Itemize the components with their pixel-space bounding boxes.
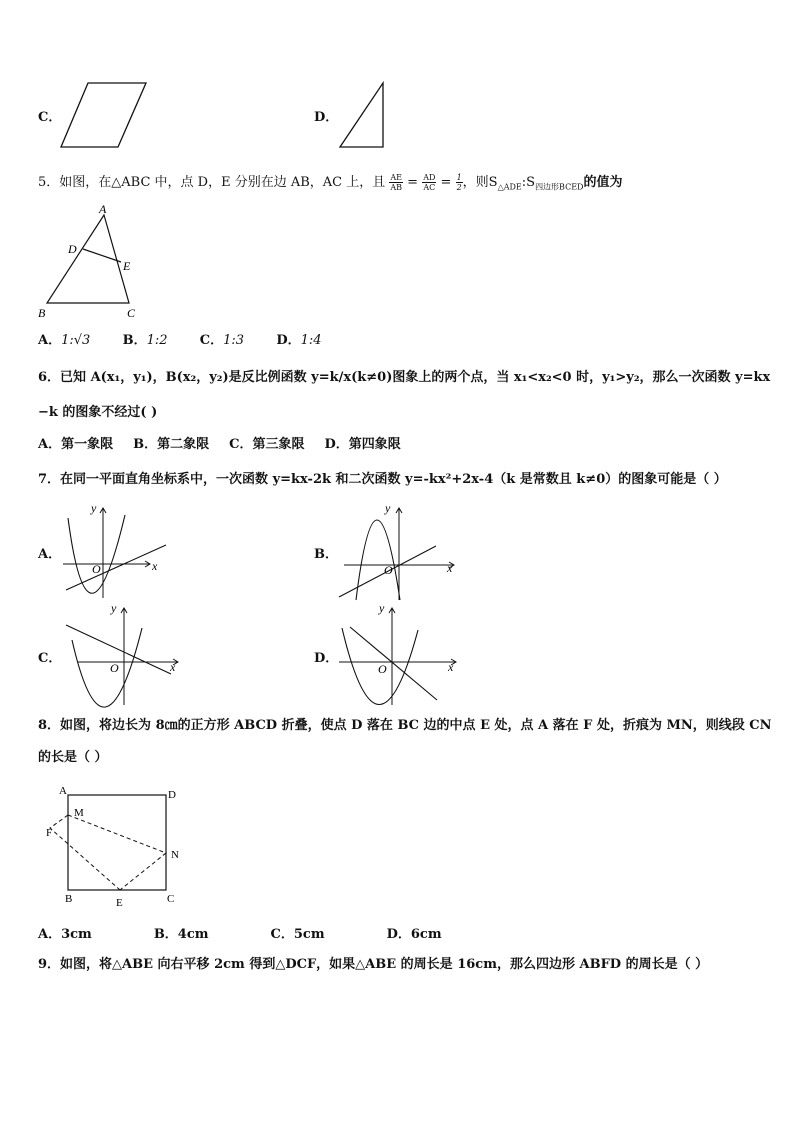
q7-opt-a-label: A．	[38, 547, 62, 562]
q5-frac3-den: 2	[456, 183, 462, 192]
q5-label-b: B	[38, 306, 46, 320]
q5-stem-text-b: ，则S	[462, 175, 498, 190]
q5-triangle-figure	[32, 200, 142, 322]
q5-stem	[38, 173, 622, 196]
q9-stem-text: 如图，将△ABE 向右平移 2cm 得到△DCF，如果△ABE 的周长是 16cm，那么四边形 ABFD 的周长是（ ）	[60, 957, 709, 972]
q5-colon: :S	[521, 175, 536, 190]
q7-d-origin: O	[378, 662, 387, 676]
q5-opt-b: 1:2	[146, 333, 168, 348]
q5-eq2: =	[436, 175, 456, 190]
q7-graph-b	[336, 500, 461, 605]
q5-opt-c-label: C．	[199, 333, 224, 348]
q8-line1	[38, 718, 772, 734]
q7-stem-text: 在同一平面直角坐标系中，一次函数 y=kx-2k 和二次函数 y=-kx²+2x-4（k 是常数且 k≠0）的图象可能是（ ）	[60, 472, 727, 487]
q7-graph-d	[336, 600, 461, 710]
q5-frac2-num: AD	[423, 173, 436, 182]
q8-label-e: E	[116, 897, 123, 909]
q5-frac3-num: 1	[456, 173, 462, 182]
q7-a-axis-x: x	[152, 559, 158, 573]
q7-d-axis-y: y	[379, 601, 385, 615]
q5-label-c: C	[127, 306, 136, 320]
q8-label-m: M	[74, 807, 84, 819]
q5-opt-d: 1:4	[300, 333, 322, 348]
q5-stem-text-c: 的值为	[583, 175, 623, 190]
q8-line2: 的长是（ ）	[38, 750, 108, 765]
q4-option-c-parallelogram	[58, 80, 153, 150]
q5-opt-a-label: A．	[38, 333, 62, 348]
q4-option-d-label: D．	[314, 110, 339, 125]
q7-opt-d-label: D．	[314, 651, 339, 666]
q5-fraction-ae-ab	[389, 173, 403, 192]
q8-opt-b: B．4cm	[153, 927, 209, 942]
q6-opt-c: C．第三象限	[229, 437, 305, 452]
q6-line2: −k 的图象不经过( )	[38, 405, 158, 420]
q7-a-axis-y: y	[91, 501, 97, 515]
q5-opt-c: 1:3	[223, 333, 245, 348]
q5-sub-bced: 四边形BCED	[535, 182, 584, 192]
q5-label-a: A	[99, 202, 107, 216]
q8-opt-c: C．5cm	[270, 927, 325, 942]
q7-c-axis-x: x	[170, 660, 176, 674]
q7-opt-b-label: B．	[314, 547, 338, 562]
q5-frac1-num: AE	[390, 173, 403, 182]
q6-line1	[38, 370, 770, 386]
q7-b-origin: O	[384, 563, 393, 577]
q5-frac1-den: AB	[390, 183, 403, 192]
q7-a-origin: O	[92, 562, 101, 576]
q7-stem	[38, 472, 727, 488]
q9-number: 9．	[38, 957, 61, 972]
q8-opt-d: D．6cm	[386, 927, 442, 942]
q7-b-axis-x: x	[447, 561, 453, 575]
q6-opt-a: A．第一象限	[38, 437, 114, 452]
q6-options	[38, 437, 401, 453]
q7-opt-c-label: C．	[38, 651, 62, 666]
q7-d-axis-x: x	[448, 660, 454, 674]
q8-options	[38, 927, 442, 943]
q7-graph-a	[58, 500, 168, 605]
q5-frac2-den: AC	[423, 183, 436, 192]
q8-opt-a: A．3cm	[38, 927, 92, 942]
q8-line1-text: 如图，将边长为 8㎝的正方形 ABCD 折叠，使点 D 落在 BC 边的中点 E 处，点 A 落在 F 处，折痕为 MN，则线段 CN	[60, 718, 772, 733]
q7-graph-c	[58, 600, 183, 710]
q7-c-origin: O	[110, 661, 119, 675]
q8-label-b: B	[65, 893, 73, 905]
q8-label-f: F	[46, 827, 53, 839]
q5-fraction-half	[456, 173, 463, 192]
q7-b-axis-y: y	[385, 501, 391, 515]
q7-c-axis-y: y	[111, 601, 117, 615]
q6-opt-b: B．第二象限	[133, 437, 210, 452]
q5-number: 5．	[38, 175, 60, 190]
q7-number: 7．	[38, 472, 61, 487]
q8-label-a: A	[59, 785, 67, 797]
q8-label-n: N	[171, 849, 179, 861]
q4-option-c-label: C．	[38, 110, 62, 125]
q5-stem-text-a: 如图，在△ABC 中，点 D，E 分别在边 AB，AC 上，且	[59, 175, 386, 190]
q8-label-d: D	[168, 789, 176, 801]
q4-option-d-right-triangle	[336, 80, 391, 150]
q5-opt-a: 1:√3	[61, 333, 91, 348]
q8-number: 8．	[38, 718, 61, 733]
q9-stem	[38, 957, 708, 973]
q5-eq1: =	[403, 175, 423, 190]
q5-label-e: E	[123, 259, 131, 273]
q8-square-figure	[40, 780, 190, 910]
q6-number: 6．	[38, 370, 61, 385]
q6-line1-text: 已知 A(x₁，y₁)，B(x₂，y₂)是反比例函数 y=k/x(k≠0)图象上的两个点，当 x₁<x₂<0 时，y₁>y₂，那么一次函数 y=kx	[60, 370, 771, 385]
q5-opt-d-label: D．	[276, 333, 301, 348]
q8-label-c: C	[167, 893, 175, 905]
q5-options	[38, 333, 322, 349]
q5-opt-b-label: B．	[122, 333, 147, 348]
q6-opt-d: D．第四象限	[324, 437, 401, 452]
q5-sub-ade: △ADE	[497, 182, 522, 192]
q5-fraction-ad-ac	[422, 173, 436, 192]
q5-label-d: D	[68, 242, 77, 256]
